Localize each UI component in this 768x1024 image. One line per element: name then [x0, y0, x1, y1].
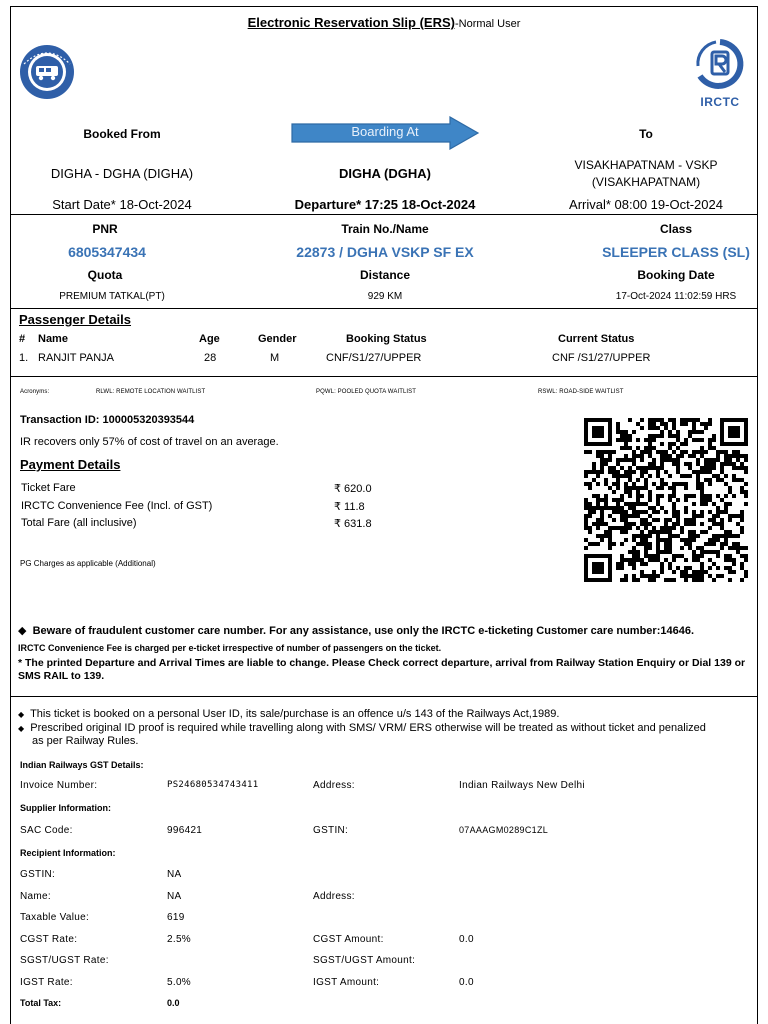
cgst-rate-label: CGST Rate: [20, 934, 78, 945]
name-value: NA [167, 891, 182, 902]
name-label: Name: [20, 891, 51, 902]
address-value: Indian Railways New Delhi [459, 780, 585, 791]
ers-subtitle: -Normal User [454, 18, 521, 30]
booking-date-label: Booking Date [637, 268, 715, 282]
acronym-pqwl: PQWL: POOLED QUOTA WAITLIST [316, 389, 417, 395]
taxable-value: 619 [167, 912, 185, 923]
invoice-value: PS24680534743411 [167, 780, 259, 790]
col-header-current-status: Current Status [558, 333, 635, 345]
igst-amount-value: 0.0 [459, 977, 474, 988]
cgst-rate-value: 2.5% [167, 934, 191, 945]
quota-label: Quota [87, 268, 123, 282]
address-label: Address: [313, 780, 355, 791]
transaction-id: Transaction ID: 100005320393544 [20, 414, 195, 426]
bullet-icon: ◆ [18, 625, 27, 637]
total-fare-label: Total Fare (all inclusive) [21, 517, 137, 529]
divider-journey [10, 214, 758, 215]
igst-rate-label: IGST Rate: [20, 977, 73, 988]
passenger-age: 28 [204, 352, 217, 364]
train-value: 22873 / DGHA VSKP SF EX [296, 244, 474, 260]
beware-notice [18, 624, 758, 637]
boarding-arrow [290, 116, 482, 150]
pnr-label: PNR [92, 222, 118, 236]
col-header-num: # [19, 333, 26, 345]
to-station-line2: (VISAKHAPATNAM) [591, 175, 701, 189]
passenger-gender: M [270, 352, 280, 364]
irctc-logo-text: IRCTC [700, 95, 740, 109]
ticket-fare-value: ₹ 620.0 [334, 483, 372, 495]
ers-title-bar [0, 14, 768, 32]
recipient-title: Recipient Information: [20, 848, 116, 858]
acronym-rlwl: RLWL: REMOTE LOCATION WAITLIST [96, 389, 206, 395]
booking-date-value: 17-Oct-2024 11:02:59 HRS [615, 291, 737, 302]
payment-details-title: Payment Details [20, 457, 121, 472]
cgst-amount-value: 0.0 [459, 934, 474, 945]
recipient-address-label: Address: [313, 891, 355, 902]
invoice-label: Invoice Number: [20, 780, 98, 791]
recipient-gstin-value: NA [167, 869, 182, 880]
acronym-rswl: RSWL: ROAD-SIDE WAITLIST [538, 389, 624, 395]
divider-ticket [10, 308, 758, 309]
irctc-logo-icon [690, 36, 750, 92]
passenger-current-status: CNF /S1/27/UPPER [552, 352, 651, 364]
passenger-booking-status: CNF/S1/27/UPPER [326, 352, 422, 364]
convenience-notice: IRCTC Convenience Fee is charged per e-ticket irrespective of number of passengers on the ticket. [18, 643, 442, 653]
to-station-line1: VISAKHAPATNAM - VSKP [574, 158, 718, 172]
pg-charges-note: PG Charges as applicable (Additional) [20, 559, 156, 568]
taxable-label: Taxable Value: [20, 912, 90, 923]
start-date: Start Date* 18-Oct-2024 [52, 197, 192, 212]
gstin-label: GSTIN: [313, 825, 349, 836]
convenience-fee-value: ₹ 11.8 [334, 501, 365, 513]
col-header-gender: Gender [258, 333, 297, 345]
col-header-age: Age [199, 333, 220, 345]
from-station: DIGHA - DGHA (DIGHA) [50, 166, 194, 181]
qr-code-icon [584, 418, 750, 588]
booked-from-label: Booked From [83, 127, 161, 141]
boarding-at-label: Boarding At [351, 124, 419, 139]
ers-title: Electronic Reservation Slip (ERS) [247, 15, 455, 30]
sgst-amount-label: SGST/UGST Amount: [313, 955, 416, 966]
personal-id-text: This ticket is booked on a personal User ID, its sale/purchase is an offence u/s 143 of the Railways Act,1989. [30, 708, 560, 720]
id-proof-notice [18, 722, 758, 748]
to-station [546, 157, 746, 191]
id-proof-line1: Prescribed original ID proof is required while travelling along with SMS/ VRM/ ERS otherwise will be treated as without ticket and penalized [30, 722, 706, 734]
quota-value: PREMIUM TATKAL(PT) [59, 291, 165, 302]
sac-value: 996421 [167, 825, 203, 836]
id-proof-line2: as per Railway Rules. [32, 735, 139, 747]
personal-id-notice [18, 708, 758, 720]
bullet-icon: ◆ [18, 710, 25, 719]
arrival-time: Arrival* 08:00 19-Oct-2024 [569, 197, 723, 212]
boarding-station: DIGHA (DGHA) [339, 166, 431, 181]
indian-railways-emblem [16, 44, 78, 100]
acronyms-label: Acronyms: [20, 389, 50, 395]
total-tax-value: 0.0 [167, 998, 180, 1008]
col-header-booking-status: Booking Status [346, 333, 427, 345]
ticket-fare-label: Ticket Fare [21, 482, 76, 494]
indian-railways-emblem-icon [16, 44, 78, 100]
supplier-title: Supplier Information: [20, 803, 111, 813]
distance-value: 929 KM [367, 291, 403, 302]
qr-code [584, 418, 750, 588]
gst-title: Indian Railways GST Details: [20, 760, 144, 770]
beware-text: Beware of fraudulent customer care number. For any assistance, use only the IRCTC e-ticketing Customer care number:14646. [32, 625, 695, 637]
passenger-name: RANJIT PANJA [38, 352, 114, 364]
total-fare-value: ₹ 631.8 [334, 518, 372, 530]
cgst-amount-label: CGST Amount: [313, 934, 384, 945]
bullet-icon: ◆ [18, 724, 25, 733]
class-label: Class [659, 222, 693, 236]
times-notice-line1: * The printed Departure and Arrival Times are liable to change. Please Check correct departure, arrival from Railway Station Enquiry or Dial 139 or [18, 657, 746, 669]
times-notice-line2: SMS RAIL to 139. [18, 670, 105, 682]
times-notice [18, 657, 753, 683]
to-label: To [639, 127, 653, 141]
sgst-rate-label: SGST/UGST Rate: [20, 955, 109, 966]
departure-time: Departure* 17:25 18-Oct-2024 [294, 197, 476, 212]
irctc-logo [690, 36, 750, 108]
convenience-fee-label: IRCTC Convenience Fee (Incl. of GST) [21, 500, 213, 512]
igst-amount-label: IGST Amount: [313, 977, 380, 988]
pnr-value: 6805347434 [68, 244, 146, 260]
train-label: Train No./Name [341, 222, 429, 236]
distance-label: Distance [359, 268, 411, 282]
gstin-value: 07AAAGM0289C1ZL [459, 825, 549, 835]
passenger-details-title: Passenger Details [19, 312, 132, 327]
igst-rate-value: 5.0% [167, 977, 191, 988]
class-value: SLEEPER CLASS (SL) [602, 244, 750, 260]
recovery-note: IR recovers only 57% of cost of travel on an average. [20, 436, 279, 448]
divider-notices [10, 696, 758, 697]
sac-label: SAC Code: [20, 825, 73, 836]
col-header-name: Name [38, 333, 68, 345]
recipient-gstin-label: GSTIN: [20, 869, 56, 880]
divider-passenger [10, 376, 758, 377]
total-tax-label: Total Tax: [20, 998, 62, 1008]
passenger-num: 1. [19, 352, 29, 364]
